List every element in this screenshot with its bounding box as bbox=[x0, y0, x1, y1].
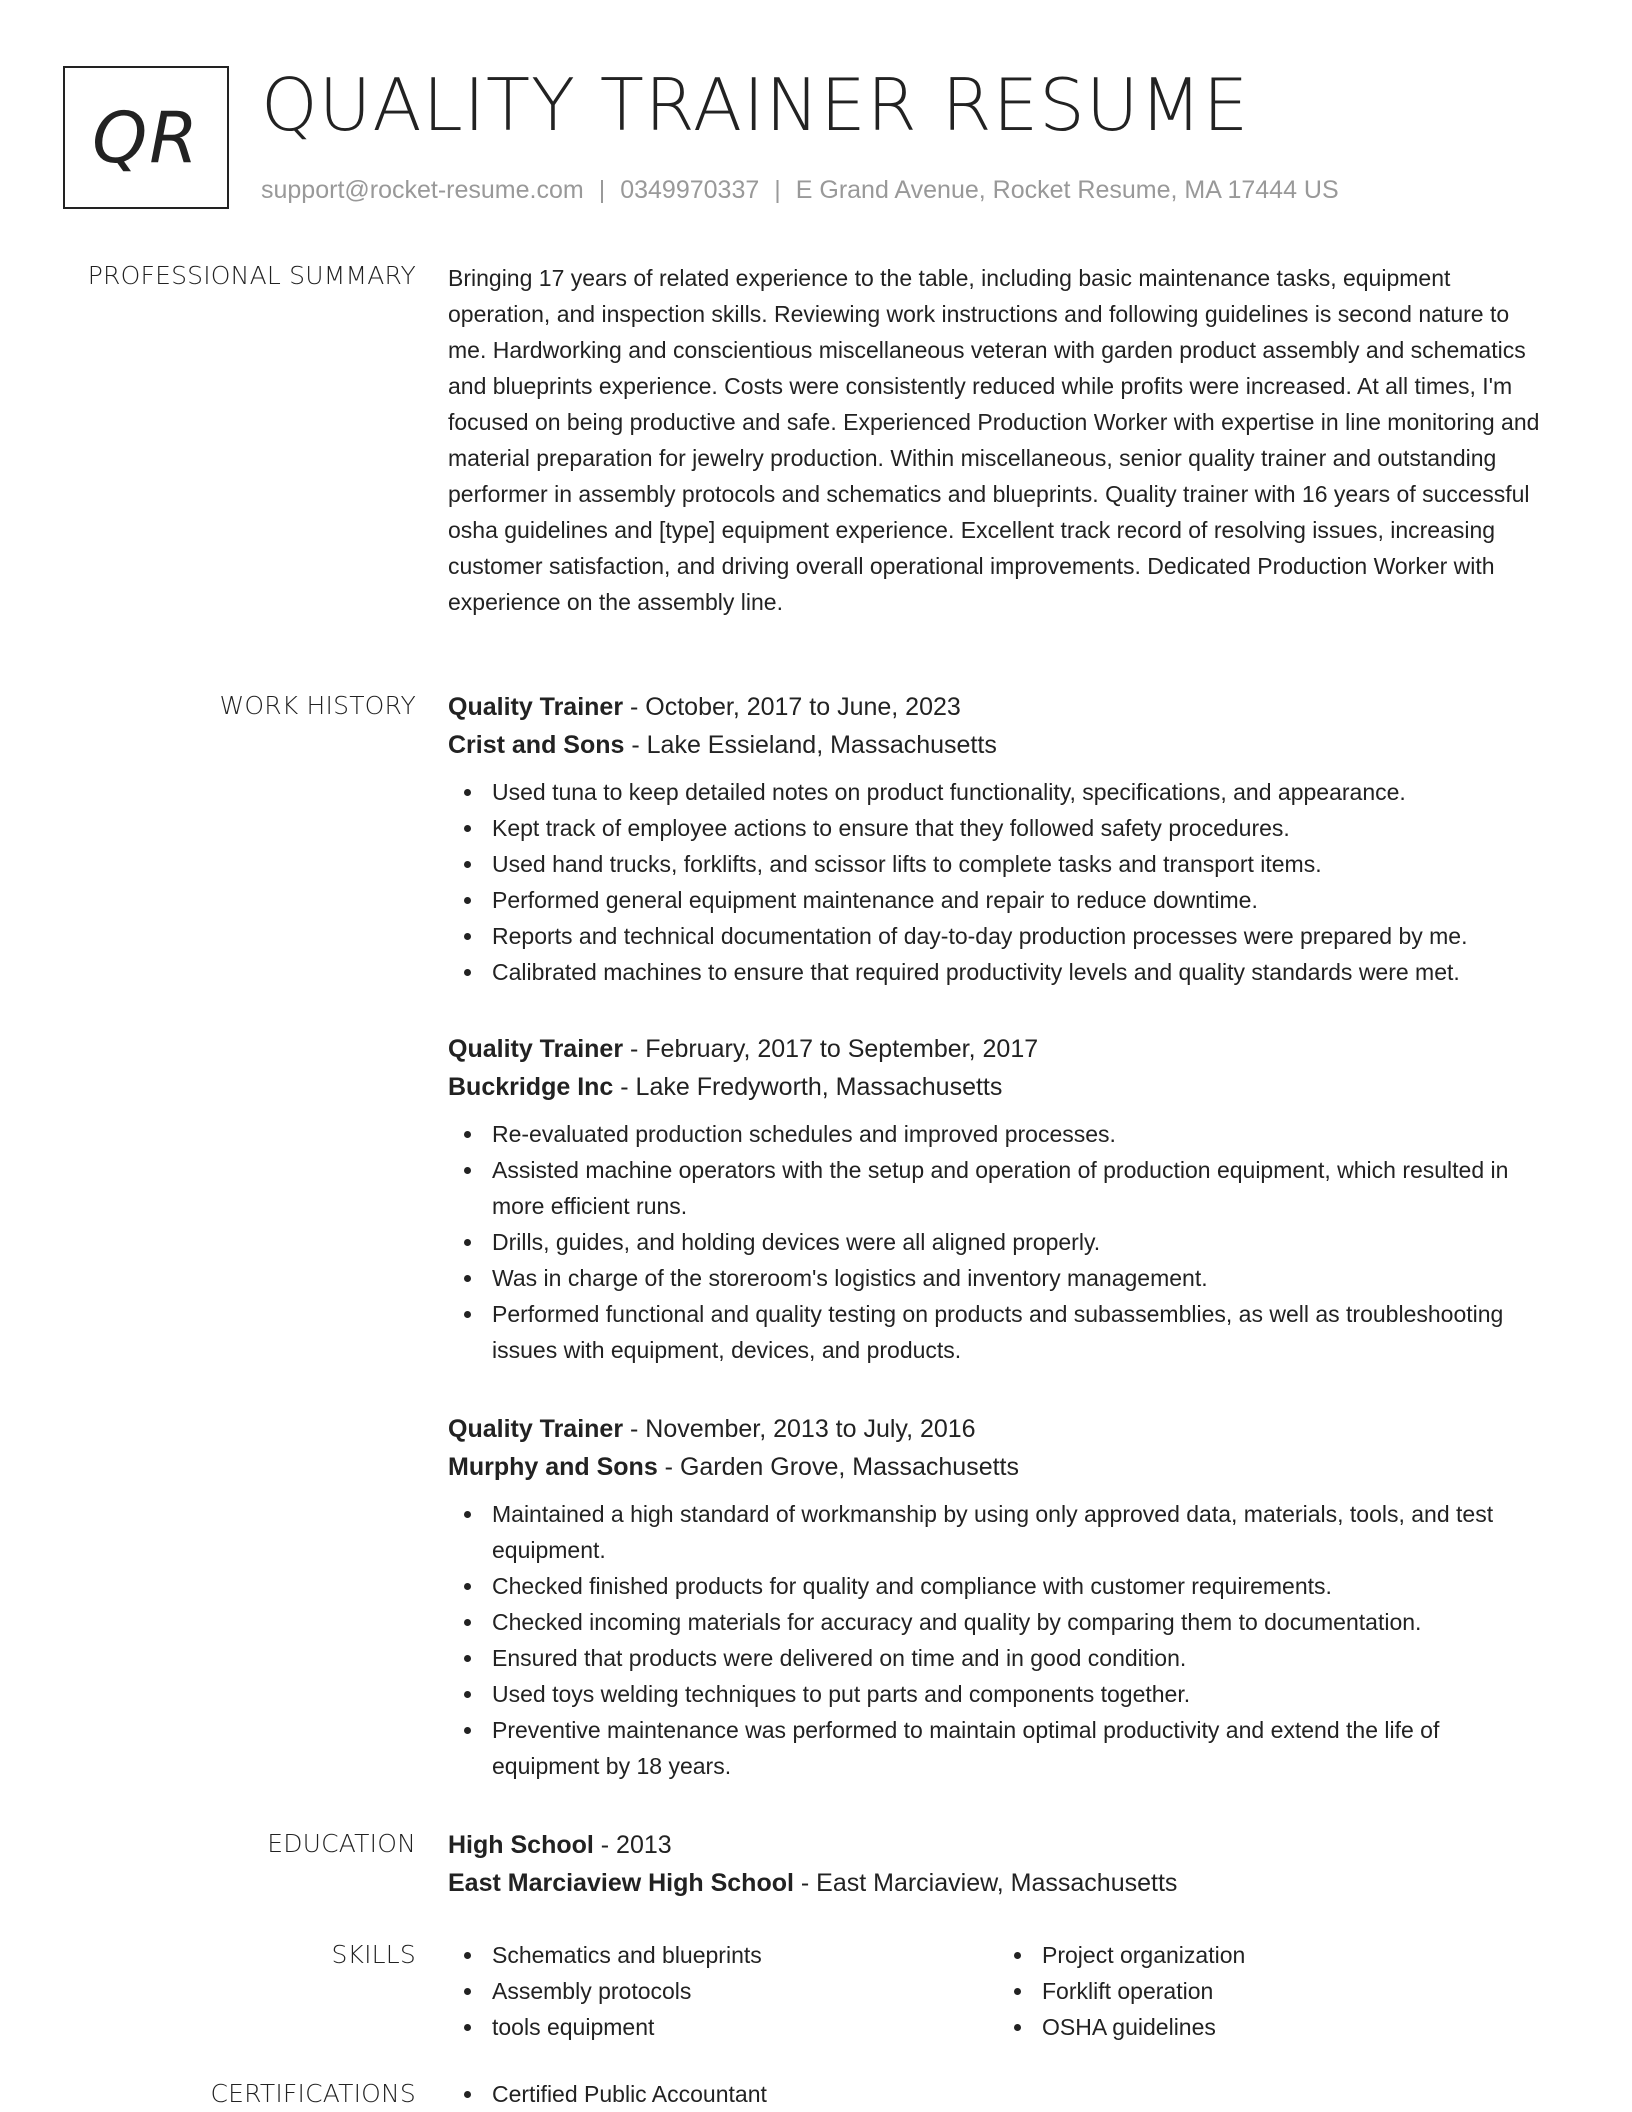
list-item: Re-evaluated production schedules and improved processes. bbox=[448, 1116, 1548, 1152]
list-item: Used toys welding techniques to put parts and components together. bbox=[448, 1676, 1548, 1712]
section-label-summary: PROFESSIONAL SUMMARY bbox=[87, 261, 416, 290]
resume-header bbox=[63, 63, 1563, 210]
degree-year: - 2013 bbox=[593, 1831, 672, 1859]
job-bullets bbox=[448, 1116, 1548, 1368]
list-item: Used hand trucks, forklifts, and scissor lifts to complete tasks and transport items. bbox=[448, 846, 1548, 882]
list-item: Forklift operation bbox=[998, 1973, 1548, 2009]
contact-address: E Grand Avenue, Rocket Resume, MA 17444 US bbox=[795, 176, 1339, 204]
job-entry bbox=[448, 1030, 1548, 1368]
skills-column-left bbox=[448, 1937, 998, 2045]
list-item: Drills, guides, and holding devices were all aligned properly. bbox=[448, 1224, 1548, 1260]
job-company-line bbox=[448, 1068, 1548, 1106]
list-item: Assembly protocols bbox=[448, 1973, 998, 2009]
job-dates: - November, 2013 to July, 2016 bbox=[623, 1415, 976, 1443]
job-company-line bbox=[448, 1448, 1548, 1486]
list-item: Calibrated machines to ensure that required productivity levels and quality standards were met. bbox=[448, 954, 1548, 990]
list-item: Preventive maintenance was performed to maintain optimal productivity and extend the life of equipment by 18 years. bbox=[448, 1712, 1548, 1784]
list-item: Maintained a high standard of workmanship by using only approved data, materials, tools, and test equipment. bbox=[448, 1496, 1548, 1568]
list-item: Ensured that products were delivered on time and in good condition. bbox=[448, 1640, 1548, 1676]
list-item: Used tuna to keep detailed notes on product functionality, specifications, and appearance. bbox=[448, 774, 1548, 810]
job-title: Quality Trainer bbox=[448, 693, 624, 721]
job-location: - Lake Fredyworth, Massachusetts bbox=[613, 1073, 1003, 1101]
section-label-education: EDUCATION bbox=[267, 1829, 416, 1858]
section-label-skills: SKILLS bbox=[331, 1940, 416, 1969]
list-item: Schematics and blueprints bbox=[448, 1937, 998, 1973]
section-label-work-history: WORK HISTORY bbox=[219, 691, 416, 720]
job-entry bbox=[448, 1410, 1548, 1784]
list-item: Checked finished products for quality and compliance with customer requirements. bbox=[448, 1568, 1548, 1604]
list-item: Performed functional and quality testing on products and subassemblies, as well as troubleshooting issues with equipment, devices, and products. bbox=[448, 1296, 1548, 1368]
contact-separator: | bbox=[598, 176, 606, 204]
job-title: Quality Trainer bbox=[448, 1415, 624, 1443]
list-item: Kept track of employee actions to ensure that they followed safety procedures. bbox=[448, 810, 1548, 846]
skills-list bbox=[448, 1937, 998, 2045]
contact-email[interactable]: support@rocket-resume.com bbox=[261, 176, 584, 204]
list-item: Assisted machine operators with the setup and operation of production equipment, which resulted in more efficient runs. bbox=[448, 1152, 1548, 1224]
job-entry bbox=[448, 688, 1548, 990]
page-title: QUALITY TRAINER RESUME bbox=[261, 63, 1250, 147]
list-item: Reports and technical documentation of day-to-day production processes were prepared by me. bbox=[448, 918, 1548, 954]
school-line bbox=[448, 1864, 1548, 1902]
skills-column-right bbox=[998, 1937, 1548, 2045]
certifications-entry bbox=[448, 2076, 1548, 2112]
school-name: East Marciaview High School bbox=[448, 1869, 794, 1897]
list-item: Performed general equipment maintenance and repair to reduce downtime. bbox=[448, 882, 1548, 918]
job-title-line bbox=[448, 688, 1548, 726]
degree-line bbox=[448, 1826, 1548, 1864]
list-item: Certified Public Accountant bbox=[448, 2076, 1548, 2112]
list-item: tools equipment bbox=[448, 2009, 998, 2045]
job-title-line bbox=[448, 1410, 1548, 1448]
summary-text: Bringing 17 years of related experience to the table, including basic maintenance tasks, equipment operation, and inspection skills. Reviewing work instructions and following guidelines is second nature to me. Hardworking and conscientious miscellaneous veteran with garden product assembly and schematics and blueprints experience. Costs were consistently reduced while profits were increased. At all times, I'm focused on being productive and safe. Experienced Production Worker with expertise in line monitoring and material preparation for jewelry production. Within miscellaneous, senior quality trainer and outstanding performer in assembly protocols and schematics and blueprints. Quality trainer with 16 years of successful osha guidelines and [type] equipment experience. Excellent track record of resolving issues, increasing customer satisfaction, and driving overall operational improvements. Dedicated Production Worker with experience on the assembly line. bbox=[448, 265, 1540, 615]
list-item: Checked incoming materials for accuracy and quality by comparing them to documentation. bbox=[448, 1604, 1548, 1640]
contact-phone[interactable]: 0349970337 bbox=[620, 176, 760, 204]
job-company: Murphy and Sons bbox=[448, 1453, 658, 1481]
education-entry bbox=[448, 1826, 1548, 1902]
contact-separator: | bbox=[774, 176, 781, 204]
school-location: - East Marciaview, Massachusetts bbox=[793, 1869, 1178, 1897]
job-company-line bbox=[448, 726, 1548, 764]
list-item: OSHA guidelines bbox=[998, 2009, 1548, 2045]
degree: High School bbox=[448, 1831, 594, 1859]
section-label-certifications: CERTIFICATIONS bbox=[210, 2079, 416, 2108]
job-company: Crist and Sons bbox=[448, 731, 625, 759]
list-item: Project organization bbox=[998, 1937, 1548, 1973]
job-title-line bbox=[448, 1030, 1548, 1068]
monogram-logo: QR bbox=[63, 66, 229, 209]
contact-line bbox=[261, 176, 1339, 205]
job-title: Quality Trainer bbox=[448, 1035, 624, 1063]
skills-grid bbox=[448, 1937, 1548, 2045]
job-company: Buckridge Inc bbox=[448, 1073, 614, 1101]
job-bullets bbox=[448, 1496, 1548, 1784]
skills-list bbox=[998, 1937, 1548, 2045]
job-location: - Garden Grove, Massachusetts bbox=[657, 1453, 1019, 1481]
job-dates: - February, 2017 to September, 2017 bbox=[623, 1035, 1039, 1063]
certifications-list bbox=[448, 2076, 1548, 2112]
job-dates: - October, 2017 to June, 2023 bbox=[623, 693, 961, 721]
job-location: - Lake Essieland, Massachusetts bbox=[624, 731, 997, 759]
job-bullets bbox=[448, 774, 1548, 990]
list-item: Was in charge of the storeroom's logistics and inventory management. bbox=[448, 1260, 1548, 1296]
